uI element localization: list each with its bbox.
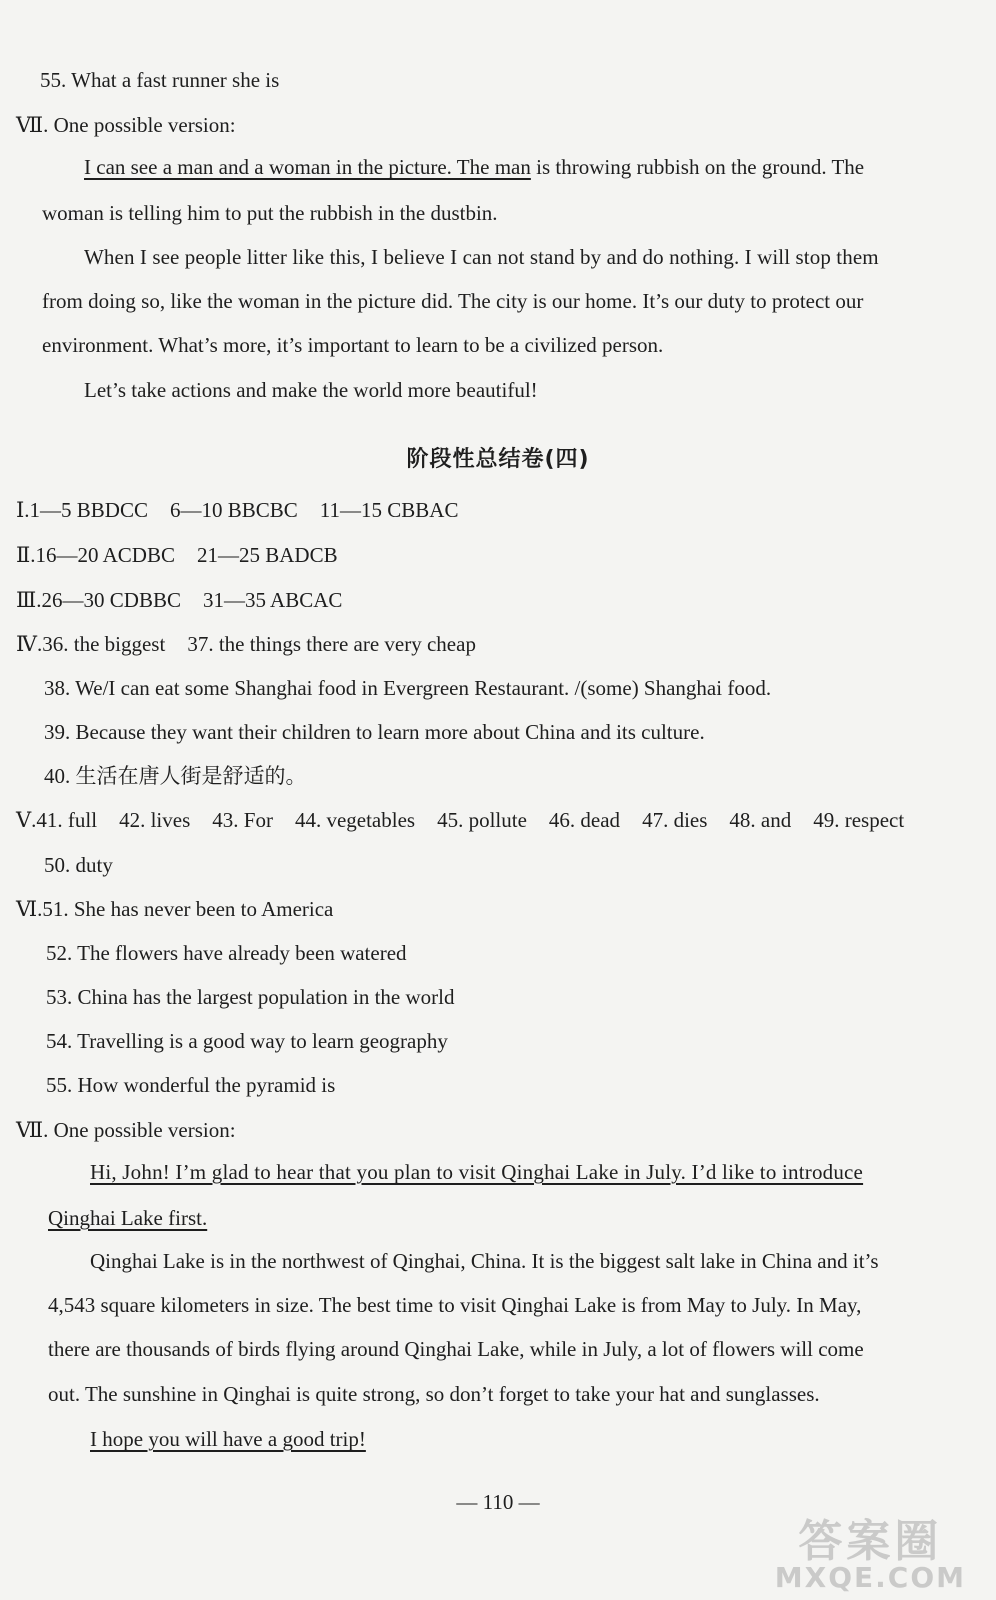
answer-45: 45. pollute xyxy=(437,808,527,832)
underlined-opening: Hi, John! I’m glad to hear that you plan to visit Qinghai Lake in July. I’d like to introduce xyxy=(90,1160,864,1184)
essay-line-6: out. The sunshine in Qinghai is quite strong, so don’t forget to take your hat and sunglasses. xyxy=(48,1382,820,1406)
answer-group: 26—30 CDBBC xyxy=(41,588,181,612)
answer-55: 55. What a fast runner she is xyxy=(40,68,280,92)
roman-numeral-label: Ⅰ. xyxy=(16,498,30,522)
answer-group: 6—10 BBCBC xyxy=(170,498,298,522)
answer-39: 39. Because they want their children to learn more about China and its culture. xyxy=(44,720,705,744)
answer-38: 38. We/I can eat some Shanghai food in Evergreen Restaurant. /(some) Shanghai food. xyxy=(44,676,772,700)
section-vii-heading: Ⅶ. One possible version: xyxy=(16,1118,236,1142)
section-vii-heading: Ⅶ. One possible version: xyxy=(16,113,236,137)
underlined-topic-sentence: I can see a man and a woman in the picture. The man xyxy=(84,155,531,179)
answer-group: 11—15 CBBAC xyxy=(319,498,459,522)
essay-line-7 xyxy=(90,1425,366,1453)
essay-paragraph-1-line-1 xyxy=(84,153,864,181)
answers-row-vi xyxy=(16,895,333,923)
answer-40: 40. 生活在唐人街是舒适的。 xyxy=(44,764,307,788)
essay-paragraph-2-line-2: from doing so, like the woman in the picture did. The city is our home. It’s our duty to protect our xyxy=(42,289,864,313)
page-number: — 110 — xyxy=(456,1490,540,1514)
watermark-url: MXQE.COM xyxy=(774,1561,966,1594)
essay-paragraph-3: Let’s take actions and make the world more beautiful! xyxy=(84,378,538,402)
essay-line-4: 4,543 square kilometers in size. The best time to visit Qinghai Lake is from May to July. In May, xyxy=(48,1293,862,1317)
answers-row-iii xyxy=(16,586,342,614)
roman-numeral-label: Ⅵ. xyxy=(16,897,43,921)
answer-53: 53. China has the largest population in the world xyxy=(46,985,455,1009)
answer-47: 47. dies xyxy=(642,808,708,832)
answer-37: 37. the things there are very cheap xyxy=(187,632,476,656)
essay-line-5: there are thousands of birds flying around Qinghai Lake, while in July, a lot of flowers will come xyxy=(48,1337,864,1361)
roman-numeral-label: Ⅳ. xyxy=(16,632,43,656)
answer-54: 54. Travelling is a good way to learn geography xyxy=(46,1029,448,1053)
roman-numeral-label: Ⅴ. xyxy=(16,808,37,832)
answers-row-i xyxy=(16,496,458,524)
answers-row-v xyxy=(16,806,904,834)
essay-line-3: Qinghai Lake is in the northwest of Qinghai, China. It is the biggest salt lake in China and it’s xyxy=(90,1249,879,1273)
answer-52: 52. The flowers have already been watered xyxy=(46,941,407,965)
answers-row-iv xyxy=(16,630,476,658)
answer-55: 55. How wonderful the pyramid is xyxy=(46,1073,336,1097)
answer-41: 41. full xyxy=(36,808,98,832)
answer-46: 46. dead xyxy=(548,808,621,832)
underlined-closing: I hope you will have a good trip! xyxy=(90,1427,366,1451)
essay-paragraph-2-line-3: environment. What’s more, it’s important to learn to be a civilized person. xyxy=(42,333,664,357)
answer-group: 21—25 BADCB xyxy=(196,543,338,567)
roman-numeral-label: Ⅱ. xyxy=(16,543,36,567)
roman-numeral-label: Ⅲ. xyxy=(16,588,42,612)
watermark-text: 答案圈 xyxy=(798,1516,943,1567)
answer-43: 43. For xyxy=(212,808,273,832)
answer-36: 36. the biggest xyxy=(42,632,166,656)
answers-row-ii xyxy=(16,541,338,569)
answer-group: 31—35 ABCAC xyxy=(202,588,343,612)
answer-51: 51. She has never been to America xyxy=(42,897,334,921)
underlined-opening: Qinghai Lake first. xyxy=(48,1206,208,1230)
section-title: 阶段性总结卷(四) xyxy=(406,447,590,472)
answer-group: 1—5 BBDCC xyxy=(29,498,148,522)
answer-50: 50. duty xyxy=(44,853,113,877)
essay-line-1 xyxy=(90,1158,863,1186)
answer-42: 42. lives xyxy=(119,808,191,832)
answer-48: 48. and xyxy=(729,808,792,832)
watermark-logo xyxy=(774,1516,966,1594)
paragraph-text: is throwing rubbish on the ground. The xyxy=(530,155,865,179)
essay-line-2 xyxy=(48,1204,207,1232)
essay-paragraph-1-line-2: woman is telling him to put the rubbish in the dustbin. xyxy=(42,201,498,225)
answer-49: 49. respect xyxy=(813,808,905,832)
answer-44: 44. vegetables xyxy=(294,808,416,832)
essay-paragraph-2-line-1: When I see people litter like this, I believe I can not stand by and do nothing. I will stop them xyxy=(84,245,879,269)
answer-group: 16—20 ACDBC xyxy=(35,543,175,567)
